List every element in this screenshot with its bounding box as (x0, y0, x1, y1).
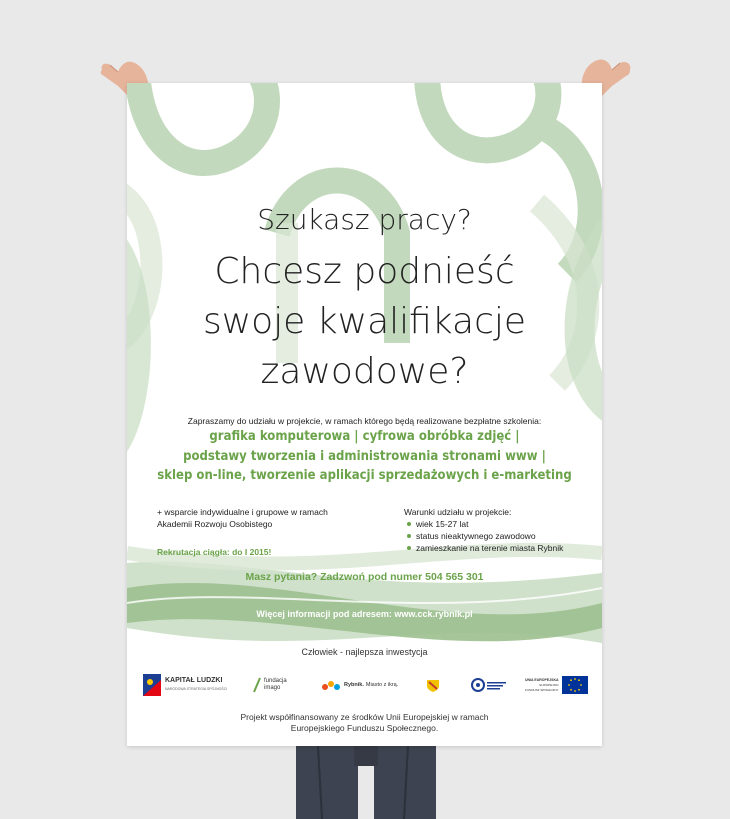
slogan: Człowiek - najlepsza inwestycja (301, 647, 428, 657)
partner-icon (470, 677, 508, 693)
headline-line-4: zawodowe? (260, 351, 469, 392)
partner-logo (470, 673, 508, 697)
course-line-2: podstawy tworzenia i administrowania stronami www | (183, 449, 546, 464)
rybnik-logo (321, 673, 398, 697)
eu-flag-icon (562, 676, 588, 694)
headline-line-2: Chcesz podnieść (214, 251, 515, 292)
imago-text: imago (264, 685, 281, 691)
kapital-sub: NARODOWA STRATEGIA SPÓJNOŚCI (165, 687, 228, 691)
conditions-block (404, 506, 594, 554)
footer-line-1: Projekt współfinansowany ze środków Unii Europejskiej w ramach (240, 712, 489, 722)
fundacja-slash-icon (253, 677, 261, 693)
ue-text-1: UNIA EUROPEJSKA (525, 677, 559, 682)
conditions-title: Warunki udziału w projekcie: (404, 507, 512, 517)
ue-text-3: FUNDUSZ SPOŁECZNY (525, 687, 559, 692)
course-line-1: grafika komputerowa | cyfrowa obróbka zdjęć | (209, 429, 520, 444)
person-legs-image (288, 746, 446, 819)
headline-line-3: swoje kwalifikacje (202, 301, 527, 342)
poster (127, 83, 602, 746)
condition-item: status nieaktywnego zawodowo (416, 530, 594, 542)
headline-line-1: Szukasz pracy? (257, 203, 472, 236)
support-line-1: + wsparcie indywidualne i grupowe w ramach (157, 507, 328, 517)
crest-icon (425, 677, 441, 693)
support-block (157, 506, 367, 558)
fundacja-text: fundacja (264, 678, 287, 684)
conditions-list (404, 518, 594, 554)
condition-item: zamieszkanie na terenie miasta Rybnik (416, 542, 594, 554)
rybnik-icon (321, 679, 341, 691)
course-line-3: sklep on-line, tworzenie aplikacji sprzedażowych i e-marketing (157, 468, 572, 483)
recruitment-text: Rekrutacja ciągła: do I 2015! (157, 547, 272, 557)
condition-item: wiek 15-27 lat (416, 518, 594, 530)
footer-text (127, 712, 602, 734)
phone-line: Masz pytania? Zadzwoń pod numer 504 565 301 (245, 571, 484, 583)
fundacja-imago-logo (253, 673, 287, 697)
support-line-2: Akademii Rozwoju Osobistego (157, 519, 273, 529)
kapital-title: KAPITAŁ LUDZKI (165, 677, 223, 684)
city-crest-logo (425, 673, 441, 697)
ue-text-2: EUROPEJSKI (539, 682, 559, 687)
invite-text: Zapraszamy do udziału w projekcie, w ramach którego będą realizowane bezpłatne szkolenia: (187, 416, 542, 426)
footer-line-2: Europejskiego Funduszu Społecznego. (290, 723, 439, 733)
rybnik-motto: Miasto z ikrą. (365, 682, 399, 688)
kapital-ludzki-logo (143, 673, 227, 697)
eu-logo (525, 673, 588, 697)
kapital-ludzki-icon (143, 674, 161, 696)
rybnik-text: Rybnik. (344, 682, 364, 688)
info-line[interactable]: Więcej informacji pod adresem: www.cck.rybnik.pl (256, 609, 473, 619)
